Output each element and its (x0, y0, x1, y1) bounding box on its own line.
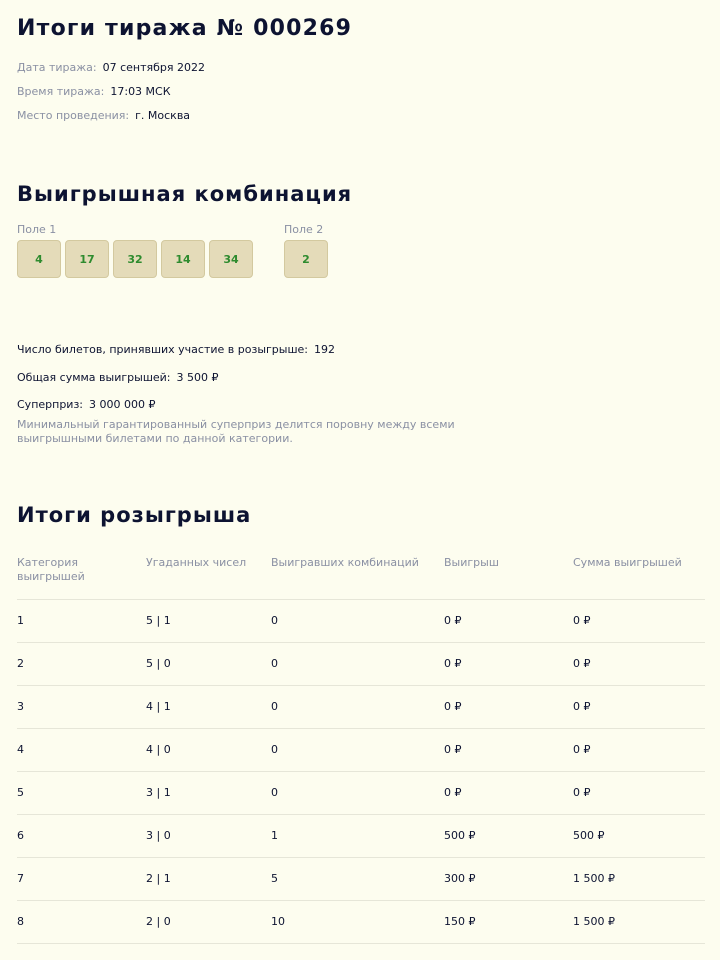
cell-guessed: 2 | 1 (146, 872, 171, 885)
cell-total: 0 ₽ (573, 614, 591, 627)
draw-time-value: 17:03 МСК (110, 85, 171, 98)
cell-total: 0 ₽ (573, 700, 591, 713)
draw-place-value: г. Москва (135, 109, 191, 122)
cell-prize: 0 ₽ (444, 657, 462, 670)
draw-date-label: Дата тиража: (17, 61, 97, 74)
cell-total: 1 500 ₽ (573, 872, 615, 885)
cell-total: 0 ₽ (573, 743, 591, 756)
cell-category: 7 (17, 872, 24, 885)
cell-total: 500 ₽ (573, 829, 605, 842)
cell-total: 0 ₽ (573, 786, 591, 799)
cell-total: 1 500 ₽ (573, 915, 615, 928)
table-header (17, 556, 705, 600)
table-row (17, 686, 705, 729)
cell-category: 1 (17, 614, 24, 627)
column-header-winning-combinations: Выигравших комбинаций (271, 556, 419, 569)
superprize-row (17, 398, 156, 411)
cell-prize: 0 ₽ (444, 786, 462, 799)
field2-label: Поле 2 (284, 223, 324, 236)
total-winnings-label: Общая сумма выигрышей: (17, 371, 171, 384)
field2-numbers (284, 240, 328, 278)
table-row (17, 858, 705, 901)
cell-winning-combinations: 5 (271, 872, 278, 885)
cell-winning-combinations: 0 (271, 700, 278, 713)
cell-guessed: 4 | 0 (146, 743, 171, 756)
draw-time-row (17, 85, 171, 98)
cell-winning-combinations: 0 (271, 786, 278, 799)
cell-guessed: 3 | 1 (146, 786, 171, 799)
superprize-label: Суперприз: (17, 398, 84, 411)
field1-number: 14 (161, 240, 205, 278)
combination-heading: Выигрышная комбинация (17, 182, 353, 206)
cell-prize: 0 ₽ (444, 614, 462, 627)
table-row (17, 901, 705, 944)
tickets-count-label: Число билетов, принявших участие в розыгрыше: (17, 343, 309, 356)
cell-category: 6 (17, 829, 24, 842)
column-header-guessed: Угаданных чисел (146, 556, 247, 569)
cell-guessed: 4 | 1 (146, 700, 171, 713)
draw-date-value: 07 сентября 2022 (102, 61, 206, 74)
cell-prize: 0 ₽ (444, 743, 462, 756)
cell-winning-combinations: 1 (271, 829, 278, 842)
draw-place-row (17, 109, 190, 122)
results-heading: Итоги розыгрыша (17, 503, 252, 527)
cell-winning-combinations: 0 (271, 614, 278, 627)
table-row (17, 643, 705, 686)
table-row (17, 600, 705, 643)
page-title: Итоги тиража № 000269 (17, 16, 353, 41)
field1-number: 17 (65, 240, 109, 278)
column-header-total: Сумма выигрышей (573, 556, 682, 569)
cell-total: 0 ₽ (573, 657, 591, 670)
cell-guessed: 5 | 0 (146, 657, 171, 670)
total-winnings-row (17, 371, 219, 384)
draw-place-label: Место проведения: (17, 109, 130, 122)
cell-guessed: 2 | 0 (146, 915, 171, 928)
superprize-note: Минимальный гарантированный суперприз делится поровну между всеми выигрышными билетами по данной категории. (17, 418, 455, 445)
cell-category: 8 (17, 915, 24, 928)
cell-winning-combinations: 0 (271, 657, 278, 670)
field1-label: Поле 1 (17, 223, 57, 236)
cell-guessed: 5 | 1 (146, 614, 171, 627)
field1-numbers (17, 240, 253, 278)
column-header-prize: Выигрыш (444, 556, 499, 569)
cell-prize: 150 ₽ (444, 915, 476, 928)
results-table (17, 556, 705, 944)
field2-number: 2 (284, 240, 328, 278)
cell-prize: 500 ₽ (444, 829, 476, 842)
draw-date-row (17, 61, 205, 74)
cell-prize: 0 ₽ (444, 700, 462, 713)
tickets-count-value: 192 (314, 343, 336, 356)
cell-guessed: 3 | 0 (146, 829, 171, 842)
cell-category: 4 (17, 743, 24, 756)
total-winnings-value: 3 500 ₽ (176, 371, 219, 384)
draw-time-label: Время тиража: (17, 85, 105, 98)
field1-number: 34 (209, 240, 253, 278)
cell-category: 2 (17, 657, 24, 670)
table-row (17, 772, 705, 815)
cell-winning-combinations: 10 (271, 915, 285, 928)
field1-number: 32 (113, 240, 157, 278)
table-row (17, 729, 705, 772)
table-row (17, 815, 705, 858)
superprize-value: 3 000 000 ₽ (89, 398, 156, 411)
tickets-count-row (17, 343, 335, 356)
cell-category: 3 (17, 700, 24, 713)
cell-winning-combinations: 0 (271, 743, 278, 756)
cell-category: 5 (17, 786, 24, 799)
cell-prize: 300 ₽ (444, 872, 476, 885)
column-header-category: Категория выигрышей (17, 556, 85, 583)
field1-number: 4 (17, 240, 61, 278)
